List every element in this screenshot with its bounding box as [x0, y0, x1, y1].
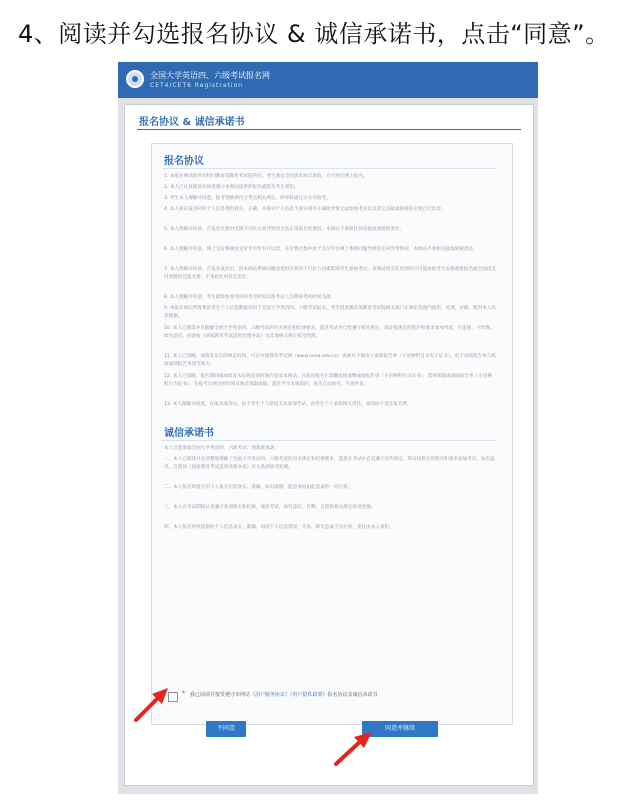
step-title: 4、阅读并勾选报名协议 & 诚信承诺书，点击“同意”。: [18, 20, 610, 48]
agreement-paragraph: 9. 本报名网站所收集的考生个人信息数据仅用于全国大学英语四、六级考试报名、考生同意教育部教育考试院相关部门在规定范围内使用、处理、存储、使用本人信息数据。: [164, 306, 497, 320]
disagree-button[interactable]: 不同意: [206, 721, 246, 737]
integrity-paragraph: 本人自愿参加全国大学英语四、六级考试，现郑重承诺：: [164, 446, 279, 451]
agree-text: [190, 691, 378, 698]
agreement-paragraph: 8. 本人理解并同意，考生最终参加考试的考点时间以准考证上注明的考试时间为准。: [164, 295, 336, 300]
integrity-paragraph: 二、本人报名时提交的个人报名信息真实、准确，如有虚假，愿意承担由此造成的一切后果。: [164, 485, 353, 490]
agreement-paragraph: 12. 本人已知晓，报名期间或成绩发布后规定的时间内登录本网站，目前由报名后需翻成绩或缴成绩报告单（小语种科目为证书），选择领取或成绩报告单（小语种科目为证书）。在报考点规定的时间及地点领取成绩。超过半年未领取的，视为自动放弃，不再补发。: [164, 374, 493, 388]
site-subtitle: CET4/CET6 Registration: [150, 82, 244, 89]
integrity-paragraph: 三、本人在考试期间认真遵守各项规定和纪律，诚信考试，如有违纪、作弊，自愿按相关规定接受处理。: [164, 505, 376, 510]
registration-screenshot: [118, 62, 538, 794]
site-header: [118, 62, 538, 98]
agreement-paragraph: 10. 本人已阅读并且理解全国大学英语四、六级考试的有关规定和纪律要求，愿意考试中自觉遵守相关规定，保证按规定的程序和要求参加考试，不违规、不作弊。如有违反，同意按《国家教育考试违规处理办法》及其他相关规定接受处理。: [164, 326, 495, 340]
agreement-paragraph: 6. 本人理解并同意，网上支付系统由支付平台所有并运营，在付费过程中由于支付平台网上系统问题导致的任何异常情况，本网站不承担直接或间接责任。: [164, 247, 478, 252]
agreement-paragraph: 11. 本人已知晓，成绩发布后的规定时间，可在中国教育考试网（www.neea.edu.cn）查看并下载电子成绩报告单（小语种科目为电子证书），电子成绩报告单与纸质成绩报告单同等效力。: [164, 354, 496, 368]
red-arrow-icon: [332, 728, 376, 768]
integrity-paragraph: 四、本人报名时所提供的个人信息真实、准确，如因个人信息错误、失真、缺失造成不良后果，责任由本人承担。: [164, 525, 394, 530]
site-name: 全国大学英语四、六级考试报名网: [150, 71, 270, 80]
agreement-paragraph: 5. 本人理解并同意，在报名过程中出现不可抗力而导致的无法正常报名的情况，本网站不承担任何直接或间接的责任。: [164, 227, 405, 232]
logo-icon: [126, 70, 144, 88]
agree-text-before: 我已阅读并接受遵守本网站: [190, 692, 251, 698]
agree-row: [148, 690, 508, 704]
user-privacy-policy-link[interactable]: 《用户隐私政策》: [290, 692, 328, 698]
user-service-agreement-link[interactable]: 《用户服务协议》: [250, 692, 291, 698]
agreement-paragraph: 13. 本人理解并同意，在报名成功后，由于考生个人原因无法参加考试，由考生个人承担相关责任，本网站不退还报名费。: [164, 402, 412, 407]
panel-title: 报名协议 & 诚信承诺书: [139, 117, 245, 128]
integrity-divider: [162, 440, 496, 441]
red-arrow-icon: [132, 684, 172, 724]
agreement-paragraph: 2. 本人已认真阅读并同意遵守本网站提供的报名流程及考生须知。: [164, 185, 299, 190]
agreement-paragraph: 7. 本人理解并同意，在报名成功后，因本网站系统问题而提供有效的不可抗力因素影响考生参加考试，本网站将会在范围内尽可能协助考生安排重新报名或全面按支付原路退还报名费，不承担任何其它责任。: [164, 267, 497, 281]
agreement-heading: 报名协议: [164, 156, 204, 167]
required-mark: *: [182, 690, 185, 697]
agreement-paragraph: 4. 本人保证报名时的个人信息资料真实、正确，并将对个人信息不真实或不正确而导致无法参加考试以及其它直接或间接的后果自行负责。: [164, 207, 446, 212]
agreement-document[interactable]: [151, 143, 513, 725]
agreement-paragraph: 1. 本报名网站的所有权归教育部教育考试院所有。考生须完全同意本协议条款，方可进行网上报名。: [164, 174, 368, 179]
agree-text-after: 报名协议及诚信承诺书: [327, 692, 378, 698]
panel-divider: [137, 129, 521, 130]
agreement-panel: [124, 104, 534, 786]
agreement-paragraph: 3. 考生本人理解并同意，报考资格须符合考点相关规定，经审核通过后方可报考。: [164, 196, 331, 201]
integrity-paragraph: 一、本人已阅读并且清楚地理解了全国大学英语四、六级考试的有关规定和纪律要求，愿意在考试中自觉遵守这些规定，保证按规定的程序和要求参加考试，如有违反，自愿按《国家教育考试违规处理办法》有关条款接受处理。: [164, 457, 495, 471]
agree-button[interactable]: 同意并继续: [362, 721, 438, 737]
agreement-divider: [162, 168, 496, 169]
integrity-heading: 诚信承诺书: [164, 428, 214, 439]
